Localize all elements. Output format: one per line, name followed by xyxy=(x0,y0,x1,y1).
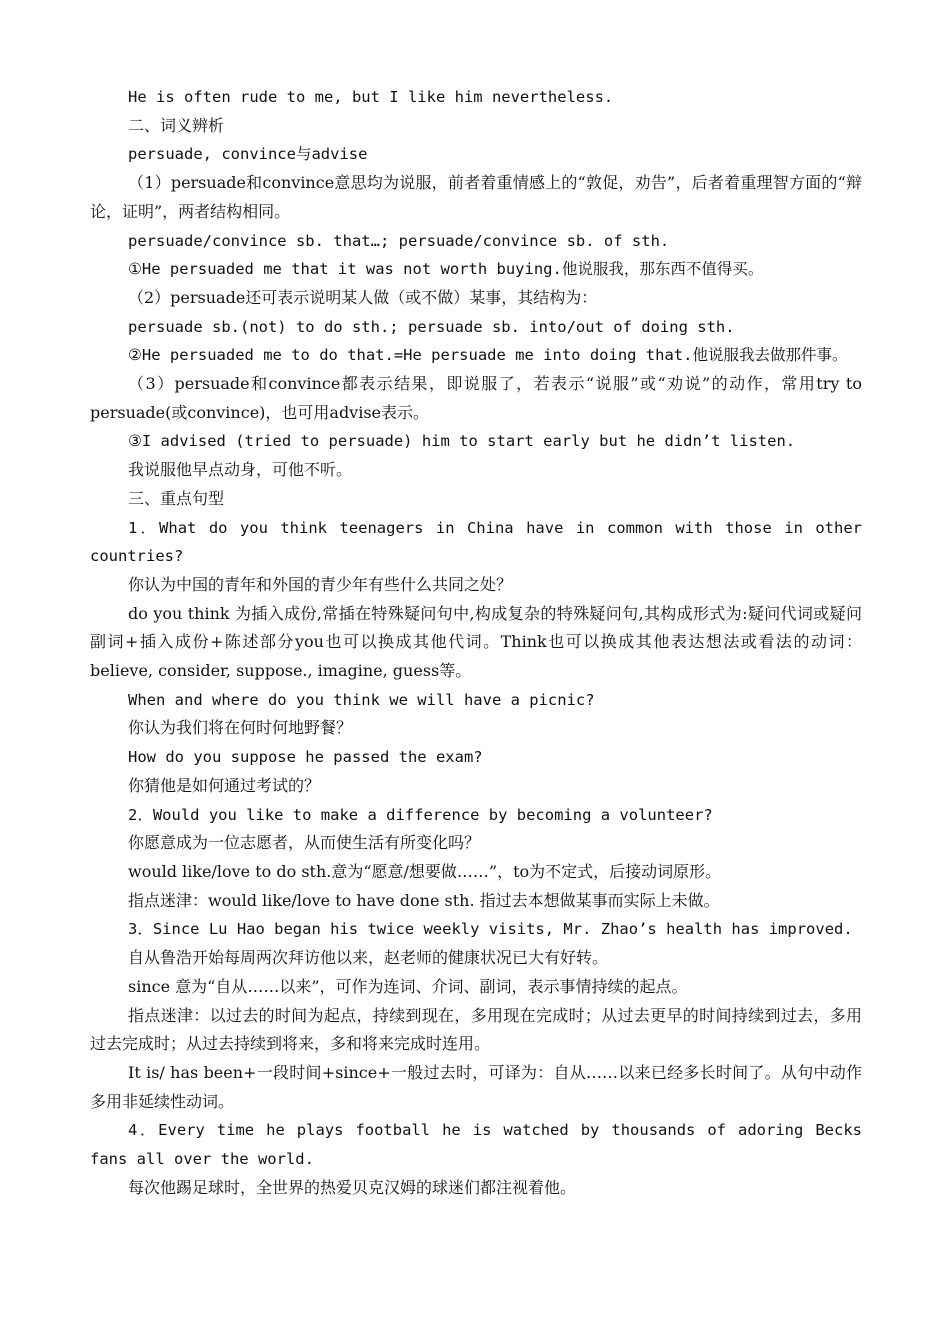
document-body xyxy=(90,83,872,1202)
translation-line: 每次他踢足球时，全世界的热爱贝克汉姆的球迷们都注视着他。 xyxy=(128,1177,577,1197)
explanation-paragraph: since 意为“自从……以来”，可作为连词、介词、副词，表示事情持续的起点。 xyxy=(128,976,688,996)
structure-pattern: persuade/convince sb. that…; persuade/convince sb. of sth. xyxy=(128,231,670,250)
explanation-paragraph: It is/ has been+一段时间+since+一般过去时，可译为：自从……以来已经多长时间了。从句中动作多用非延续性动词。 xyxy=(90,1062,862,1111)
example-sentence: How do you suppose he passed the exam? xyxy=(128,748,483,767)
key-sentence-3: 3．Since Lu Hao began his twice weekly visits, Mr. Zhao’s health has improved. xyxy=(128,920,853,939)
section-heading-key-sentences: 三、重点句型 xyxy=(128,488,225,508)
explanation-paragraph: （1）persuade和convince意思均为说服，前者着重情感上的“敦促，劝告”，后者着重理智方面的“辩论，证明”，两者结构相同。 xyxy=(90,173,862,221)
translation-line: 你认为中国的青年和外国的青少年有些什么共同之处？ xyxy=(128,574,513,594)
key-sentence-2: 2．Would you like to make a difference by becoming a volunteer? xyxy=(128,805,713,824)
word-group-title: persuade, convince与advise xyxy=(128,145,368,164)
tip-paragraph: 指点迷津：以过去的时间为起点，持续到现在，多用现在完成时；从过去更早的时间持续到过去，多用过去完成时；从过去持续到将来，多和将来完成时连用。 xyxy=(90,1005,862,1054)
explanation-paragraph: （2）persuade还可表示说明某人做（或不做）某事，其结构为： xyxy=(128,287,598,307)
key-sentence-1: 1．What do you think teenagers in China have in common with those in other countries? xyxy=(90,518,872,566)
example-sentence: He is often rude to me, but I like him nevertheless. xyxy=(128,88,614,106)
structure-pattern: persuade sb.(not) to do sth.; persuade sb. into/out of doing sth. xyxy=(128,317,735,336)
translation-line: 你认为我们将在何时何地野餐？ xyxy=(128,718,353,738)
tip-paragraph: 指点迷津：would like/love to have done sth. 指过去本想做某事而实际上未做。 xyxy=(128,890,720,910)
translation-line: 你愿意成为一位志愿者，从而使生活有所变化吗？ xyxy=(128,833,481,853)
translation-line: 自从鲁浩开始每周两次拜访他以来，赵老师的健康状况已大有好转。 xyxy=(128,948,609,968)
example-sentence: ③I advised (tried to persuade) him to start early but he didn’t listen. xyxy=(128,432,796,451)
example-sentence: ②He persuaded me to do that.=He persuade me into doing that.他说服我去做那件事。 xyxy=(128,346,848,365)
explanation-paragraph: do you think 为插入成份,常插在特殊疑问句中,构成复杂的特殊疑问句,其构成形式为:疑问代词或疑问副词+插入成份+陈述部分you也可以换成其他代词。Think也可以换成其他表达想法或看法的动词：believe, consider, suppose., imagine, guess等。 xyxy=(90,603,862,681)
example-sentence: When and where do you think we will have a picnic? xyxy=(128,690,595,709)
translation-line: 你猜他是如何通过考试的？ xyxy=(128,775,321,795)
explanation-paragraph: would like/love to do sth.意为“愿意/想要做……”，to为不定式，后接动词原形。 xyxy=(128,861,722,881)
translation-line: 我说服他早点动身，可他不听。 xyxy=(128,460,353,480)
key-sentence-4: 4．Every time he plays football he is watched by thousands of adoring Becks fans all over the world. xyxy=(90,1121,872,1169)
example-sentence: ①He persuaded me that it was not worth buying.他说服我，那东西不值得买。 xyxy=(128,260,764,279)
section-heading-word-analysis: 二、词义辨析 xyxy=(128,115,225,135)
explanation-paragraph: （3）persuade和convince都表示结果，即说服了，若表示“说服”或“劝说”的动作，常用try to persuade(或convince)，也可用advise表示。 xyxy=(90,374,868,422)
